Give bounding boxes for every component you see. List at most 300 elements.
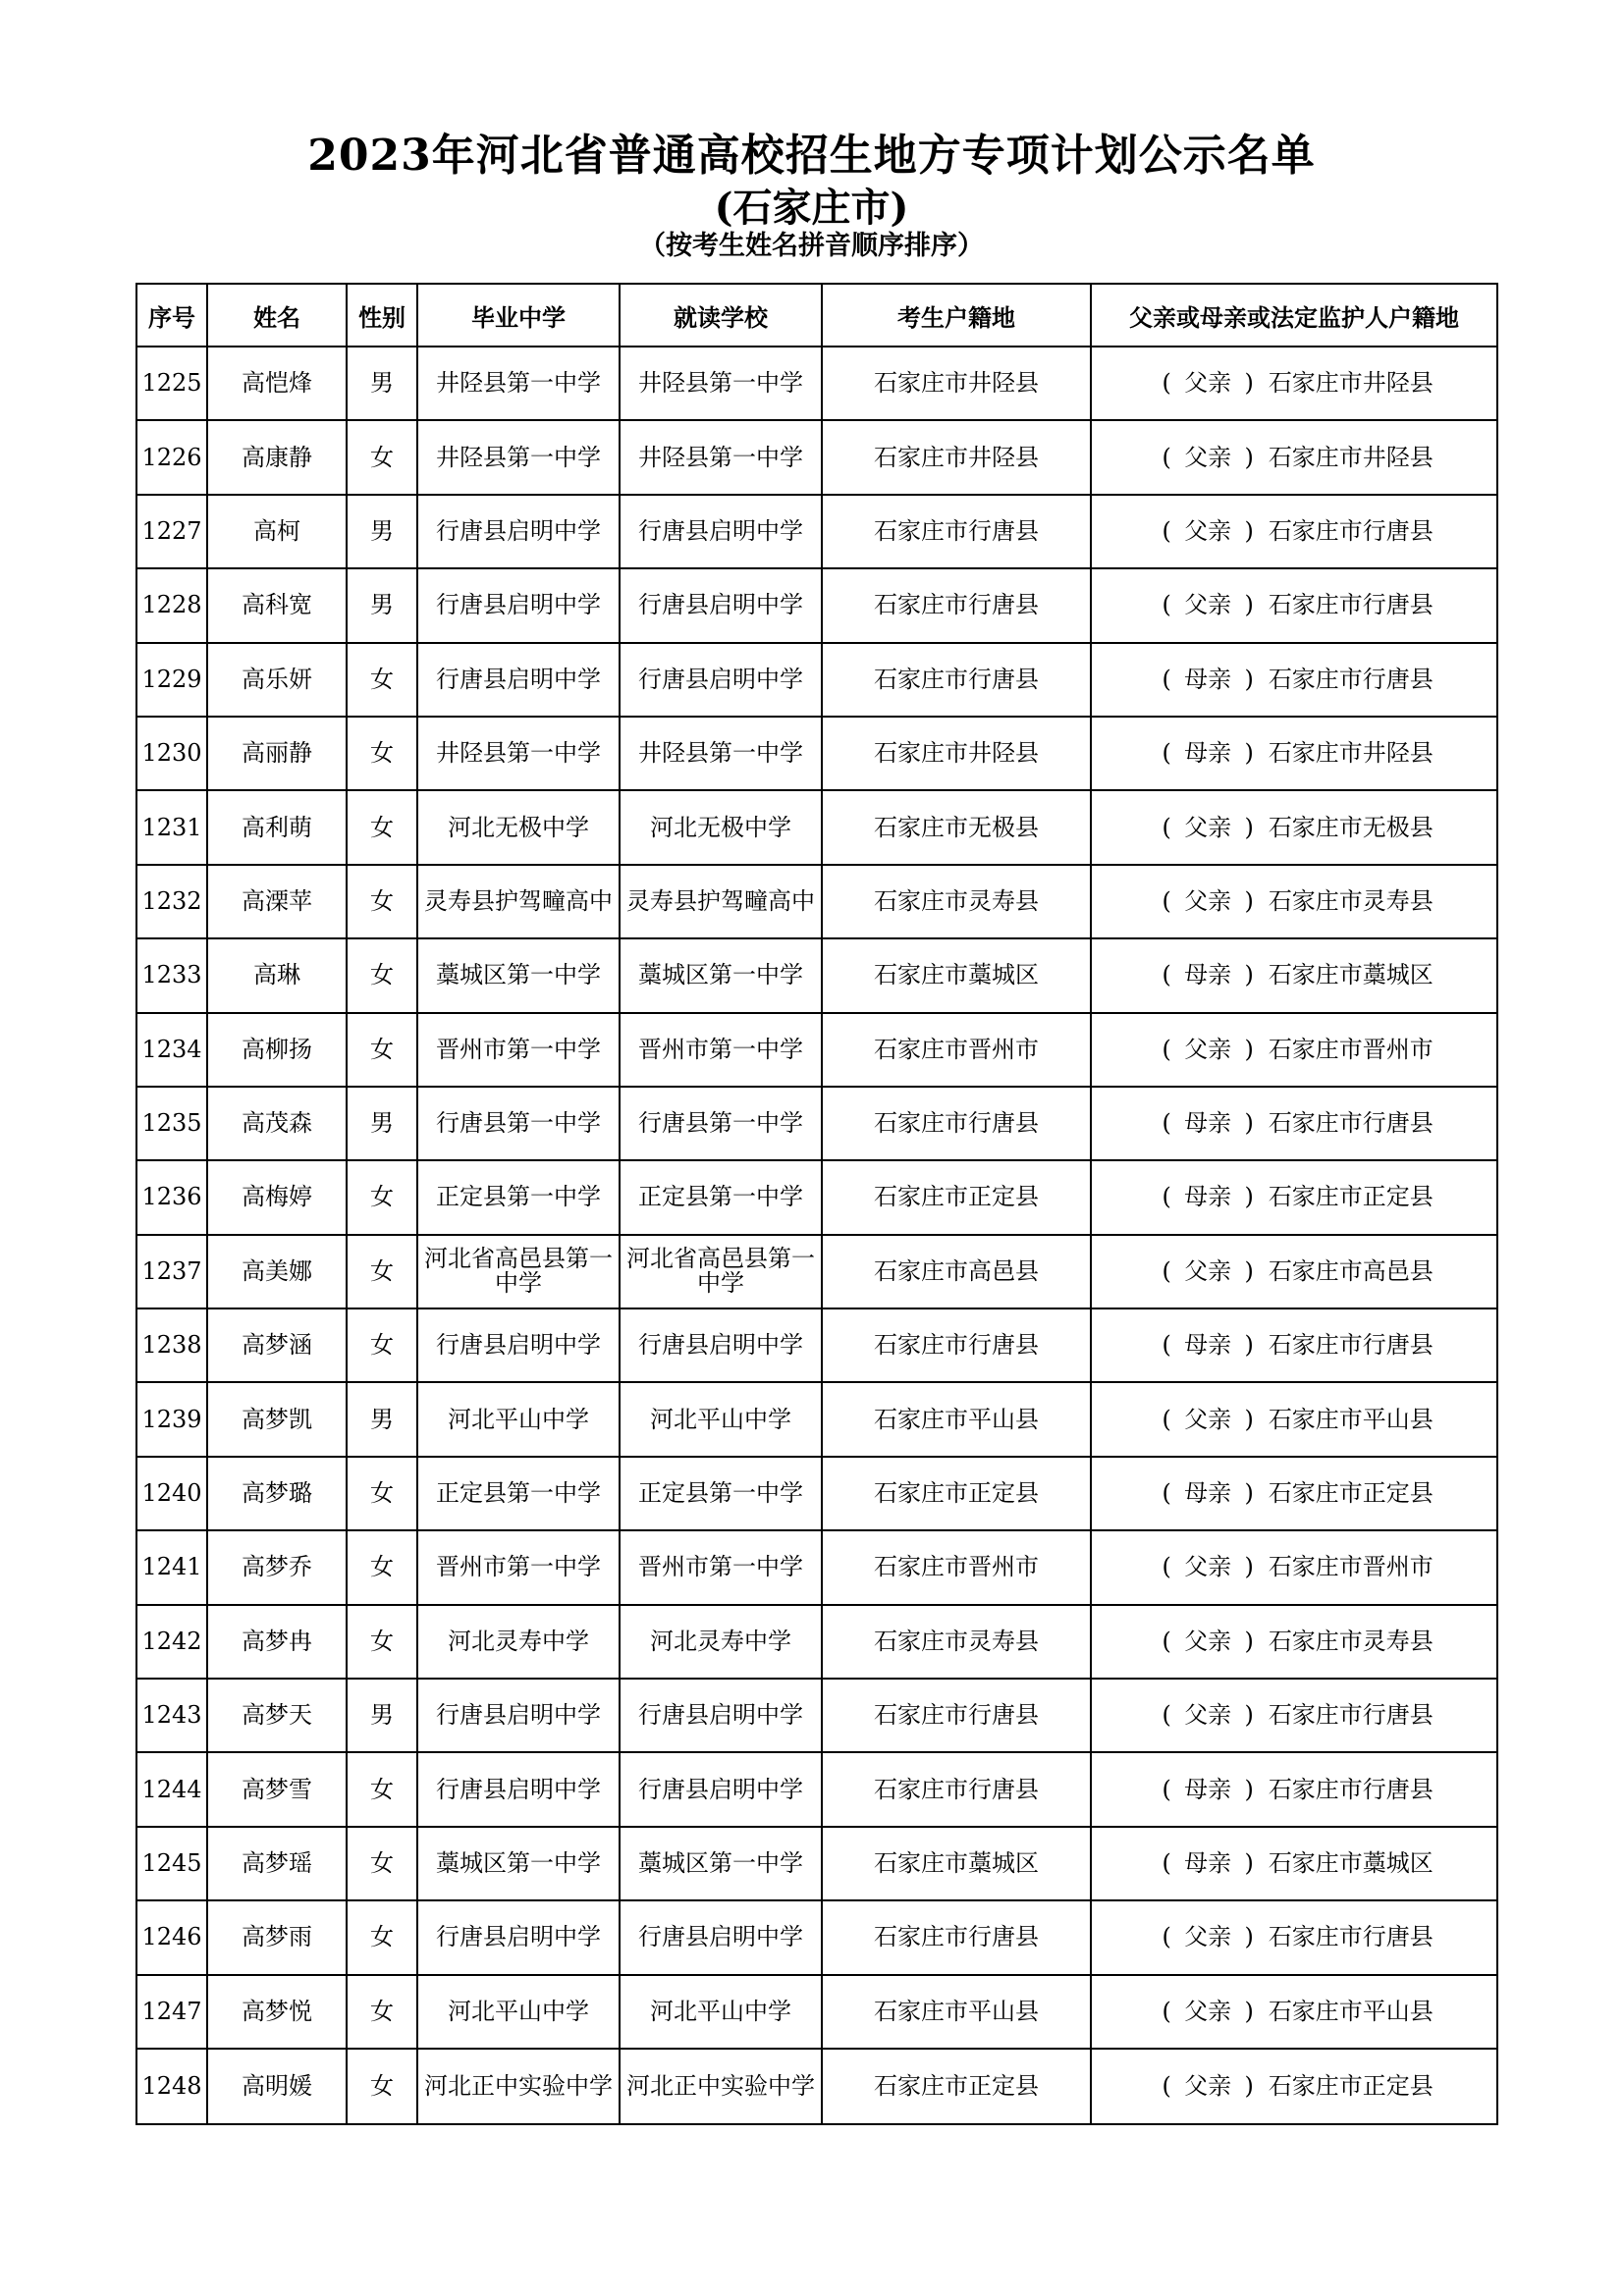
row-parent-hukou: 石家庄市无极县 [1268,813,1434,841]
row-grad-school: 井陉县第一中学 [417,347,620,420]
row-parent-hukou: 石家庄市行唐县 [1268,1775,1434,1803]
row-name: 高琳 [207,938,347,1012]
table-row [136,1605,1497,1679]
row-relation-group [1155,1333,1261,1358]
row-current-school: 行唐县启明中学 [620,495,822,568]
row-relation-group [1155,1997,1261,2025]
row-seq: 1245 [136,1827,207,1900]
row-relation: 母亲 [1184,1331,1232,1360]
row-grad-school: 河北灵寿中学 [417,1605,620,1679]
paren-open: ( [1162,665,1171,693]
row-relation: 父亲 [1184,1256,1232,1285]
row-grad-school: 行唐县启明中学 [417,495,620,568]
table-row [136,1975,1497,2049]
paren-open: ( [1162,886,1171,915]
header-name: 姓名 [207,284,347,347]
row-gender: 女 [347,938,417,1012]
row-parent-info [1091,347,1497,420]
table-row [136,1530,1497,1604]
row-parent-info [1091,1160,1497,1234]
row-parent-info [1091,790,1497,864]
row-gender: 男 [347,568,417,642]
row-parent-info [1091,717,1497,790]
paren-open: ( [1162,1849,1171,1877]
table-row [136,1827,1497,1900]
paren-close: ) [1244,1479,1254,1508]
row-gender: 女 [347,1827,417,1900]
row-parent-hukou: 石家庄市灵寿县 [1268,1627,1434,1655]
row-relation-group [1155,813,1261,841]
row-student-hukou: 石家庄市灵寿县 [822,865,1091,938]
row-gender: 女 [347,865,417,938]
header-parent-hukou: 父亲或母亲或法定监护人户籍地 [1091,284,1497,347]
row-seq: 1225 [136,347,207,420]
page-subtitle: (石家庄市) [714,185,909,231]
row-relation-group [1155,1185,1261,1209]
row-seq: 1228 [136,568,207,642]
row-current-school: 井陉县第一中学 [620,717,822,790]
row-gender: 男 [347,1679,417,1752]
row-seq: 1246 [136,1900,207,1974]
paren-open: ( [1162,1035,1171,1063]
table-row [136,1382,1497,1456]
row-name: 高明媛 [207,2049,347,2124]
row-gender: 女 [347,1900,417,1974]
row-name: 高梦雨 [207,1900,347,1974]
paren-open: ( [1162,2071,1171,2100]
row-name: 高梦凯 [207,1382,347,1456]
paren-open: ( [1162,739,1171,768]
row-parent-info [1091,1013,1497,1087]
paren-close: ) [1244,369,1254,398]
table-row [136,790,1497,864]
row-relation-group [1155,1035,1261,1063]
row-student-hukou: 石家庄市高邑县 [822,1235,1091,1308]
table-row [136,1013,1497,1087]
row-grad-school: 行唐县启明中学 [417,643,620,717]
row-relation-group [1155,1111,1261,1136]
row-gender: 男 [347,347,417,420]
table-row [136,347,1497,420]
row-grad-school: 河北平山中学 [417,1382,620,1456]
row-parent-hukou: 石家庄市正定县 [1268,2071,1434,2100]
row-parent-info [1091,1457,1497,1530]
paren-open: ( [1162,961,1171,989]
row-seq: 1226 [136,420,207,494]
row-parent-info [1091,2049,1497,2124]
row-grad-school: 正定县第一中学 [417,1457,620,1530]
row-seq: 1242 [136,1605,207,1679]
row-gender: 女 [347,717,417,790]
row-grad-school: 行唐县启明中学 [417,1679,620,1752]
row-grad-school: 井陉县第一中学 [417,717,620,790]
paren-close: ) [1244,516,1254,545]
table-row [136,2049,1497,2124]
row-name: 高柳扬 [207,1013,347,1087]
row-grad-school: 藁城区第一中学 [417,1827,620,1900]
row-name: 高科宽 [207,568,347,642]
row-student-hukou: 石家庄市平山县 [822,1975,1091,2049]
row-current-school: 河北灵寿中学 [620,1605,822,1679]
row-student-hukou: 石家庄市藁城区 [822,938,1091,1012]
paren-open: ( [1162,516,1171,545]
row-relation: 父亲 [1184,369,1232,398]
row-student-hukou: 石家庄市井陉县 [822,347,1091,420]
row-relation: 父亲 [1184,516,1232,545]
header-row [136,284,1497,347]
row-relation: 父亲 [1184,1923,1232,1951]
row-parent-info [1091,643,1497,717]
paren-close: ) [1244,665,1254,693]
row-name: 高恺烽 [207,347,347,420]
row-parent-hukou: 石家庄市平山县 [1268,1405,1434,1433]
paren-close: ) [1244,591,1254,619]
row-relation: 母亲 [1184,1849,1232,1877]
row-parent-hukou: 石家庄市行唐县 [1268,665,1434,693]
row-seq: 1235 [136,1087,207,1160]
header-seq: 序号 [136,284,207,347]
row-parent-hukou: 石家庄市晋州市 [1268,1553,1434,1581]
paren-close: ) [1244,886,1254,915]
row-seq: 1244 [136,1752,207,1826]
row-grad-school: 河北平山中学 [417,1975,620,2049]
paren-open: ( [1162,1109,1171,1138]
row-current-school: 河北无极中学 [620,790,822,864]
row-student-hukou: 石家庄市行唐县 [822,1679,1091,1752]
paren-close: ) [1244,1553,1254,1581]
row-parent-hukou: 石家庄市正定县 [1268,1183,1434,1211]
row-parent-info [1091,938,1497,1012]
row-gender: 女 [347,420,417,494]
row-student-hukou: 石家庄市井陉县 [822,717,1091,790]
row-relation-group [1155,371,1261,396]
row-student-hukou: 石家庄市行唐县 [822,1900,1091,1974]
row-seq: 1238 [136,1308,207,1382]
row-student-hukou: 石家庄市晋州市 [822,1013,1091,1087]
row-current-school: 行唐县启明中学 [620,1679,822,1752]
row-name: 高梦涵 [207,1308,347,1382]
paren-open: ( [1162,1331,1171,1360]
row-student-hukou: 石家庄市正定县 [822,1160,1091,1234]
row-grad-school: 河北无极中学 [417,790,620,864]
row-student-hukou: 石家庄市晋州市 [822,1530,1091,1604]
row-current-school: 井陉县第一中学 [620,347,822,420]
row-relation: 母亲 [1184,961,1232,989]
row-relation-group [1155,667,1261,692]
row-parent-hukou: 石家庄市井陉县 [1268,443,1434,471]
row-student-hukou: 石家庄市行唐县 [822,1087,1091,1160]
paren-open: ( [1162,1775,1171,1803]
row-parent-hukou: 石家庄市井陉县 [1268,739,1434,768]
paren-close: ) [1244,813,1254,841]
row-student-hukou: 石家庄市行唐县 [822,495,1091,568]
row-relation: 母亲 [1184,1775,1232,1803]
paren-open: ( [1162,1923,1171,1951]
row-parent-info [1091,1679,1497,1752]
table-row [136,643,1497,717]
row-name: 高梦天 [207,1679,347,1752]
row-relation: 母亲 [1184,665,1232,693]
row-grad-school: 行唐县启明中学 [417,1900,620,1974]
row-relation: 父亲 [1184,1997,1232,2025]
row-parent-hukou: 石家庄市高邑县 [1268,1256,1434,1285]
paren-open: ( [1162,1183,1171,1211]
row-current-school: 河北平山中学 [620,1382,822,1456]
row-seq: 1236 [136,1160,207,1234]
paren-close: ) [1244,961,1254,989]
paren-open: ( [1162,1997,1171,2025]
row-relation-group [1155,1481,1261,1506]
row-gender: 女 [347,790,417,864]
row-relation-group [1155,963,1261,988]
row-current-school: 藁城区第一中学 [620,1827,822,1900]
row-relation-group [1155,886,1261,915]
row-current-school: 河北正中实验中学 [620,2049,822,2124]
row-parent-hukou: 石家庄市行唐县 [1268,1923,1434,1951]
paren-close: ) [1244,1109,1254,1138]
row-gender: 男 [347,1087,417,1160]
row-relation-group [1155,1629,1261,1654]
row-gender: 男 [347,1382,417,1456]
row-grad-school: 行唐县启明中学 [417,568,620,642]
table-row [136,420,1497,494]
row-current-school: 晋州市第一中学 [620,1530,822,1604]
row-parent-info [1091,1087,1497,1160]
row-current-school: 正定县第一中学 [620,1160,822,1234]
row-gender: 男 [347,495,417,568]
paren-open: ( [1162,1405,1171,1433]
table-row [136,568,1497,642]
row-current-school: 正定县第一中学 [620,1457,822,1530]
row-seq: 1233 [136,938,207,1012]
paren-open: ( [1162,1627,1171,1655]
row-parent-hukou: 石家庄市行唐县 [1268,1331,1434,1360]
paren-close: ) [1244,1701,1254,1730]
row-relation-group [1155,1775,1261,1803]
row-name: 高美娜 [207,1235,347,1308]
row-student-hukou: 石家庄市行唐县 [822,643,1091,717]
table-row [136,1457,1497,1530]
row-name: 高梦悦 [207,1975,347,2049]
row-parent-info [1091,1308,1497,1382]
row-grad-school: 河北省高邑县第一中学 [417,1235,620,1308]
row-name: 高利萌 [207,790,347,864]
row-parent-info [1091,1235,1497,1308]
row-parent-hukou: 石家庄市正定县 [1268,1479,1434,1508]
row-seq: 1243 [136,1679,207,1752]
row-relation-group [1155,1703,1261,1728]
page-title: 2023年河北省普通高校招生地方专项计划公示名单 [307,131,1316,181]
row-relation-group [1155,2071,1261,2100]
row-relation-group [1155,443,1261,471]
row-seq: 1237 [136,1235,207,1308]
row-grad-school: 正定县第一中学 [417,1160,620,1234]
row-relation-group [1155,1555,1261,1579]
row-relation-group [1155,1405,1261,1433]
paren-open: ( [1162,1479,1171,1508]
row-parent-hukou: 石家庄市平山县 [1268,1997,1434,2025]
paren-close: ) [1244,1997,1254,2025]
row-student-hukou: 石家庄市灵寿县 [822,1605,1091,1679]
row-relation: 父亲 [1184,1035,1232,1063]
row-parent-hukou: 石家庄市行唐县 [1268,1109,1434,1138]
row-grad-school: 藁城区第一中学 [417,938,620,1012]
paren-open: ( [1162,591,1171,619]
row-gender: 女 [347,1308,417,1382]
paren-open: ( [1162,369,1171,398]
row-parent-hukou: 石家庄市晋州市 [1268,1035,1434,1063]
row-relation: 父亲 [1184,1553,1232,1581]
row-gender: 女 [347,1457,417,1530]
row-gender: 女 [347,1530,417,1604]
paren-close: ) [1244,2071,1254,2100]
row-relation-group [1155,516,1261,545]
row-parent-hukou: 石家庄市藁城区 [1268,961,1434,989]
paren-close: ) [1244,739,1254,768]
row-gender: 女 [347,1160,417,1234]
row-parent-info [1091,1900,1497,1974]
row-current-school: 河北平山中学 [620,1975,822,2049]
row-relation: 父亲 [1184,591,1232,619]
row-relation: 父亲 [1184,1701,1232,1730]
row-parent-info [1091,1382,1497,1456]
row-parent-hukou: 石家庄市井陉县 [1268,369,1434,398]
row-relation: 母亲 [1184,1183,1232,1211]
row-grad-school: 河北正中实验中学 [417,2049,620,2124]
row-grad-school: 行唐县第一中学 [417,1087,620,1160]
paren-close: ) [1244,1923,1254,1951]
row-student-hukou: 石家庄市行唐县 [822,1308,1091,1382]
row-name: 高梦乔 [207,1530,347,1604]
row-parent-info [1091,568,1497,642]
row-parent-info [1091,495,1497,568]
row-seq: 1241 [136,1530,207,1604]
row-relation-group [1155,1925,1261,1949]
row-name: 高溧苹 [207,865,347,938]
row-current-school: 晋州市第一中学 [620,1013,822,1087]
row-current-school: 井陉县第一中学 [620,420,822,494]
roster-table [135,283,1498,2125]
paren-close: ) [1244,443,1254,471]
row-gender: 女 [347,1752,417,1826]
row-gender: 女 [347,2049,417,2124]
row-student-hukou: 石家庄市藁城区 [822,1827,1091,1900]
row-name: 高梦冉 [207,1605,347,1679]
row-current-school: 行唐县启明中学 [620,568,822,642]
row-gender: 女 [347,643,417,717]
row-seq: 1230 [136,717,207,790]
row-seq: 1248 [136,2049,207,2124]
row-parent-hukou: 石家庄市行唐县 [1268,591,1434,619]
row-current-school: 行唐县启明中学 [620,1308,822,1382]
paren-close: ) [1244,1331,1254,1360]
row-parent-info [1091,1605,1497,1679]
row-parent-hukou: 石家庄市行唐县 [1268,516,1434,545]
row-seq: 1232 [136,865,207,938]
row-grad-school: 灵寿县护驾疃高中 [417,865,620,938]
header-current-school: 就读学校 [620,284,822,347]
paren-close: ) [1244,1256,1254,1285]
row-student-hukou: 石家庄市正定县 [822,2049,1091,2124]
row-name: 高梅婷 [207,1160,347,1234]
row-grad-school: 井陉县第一中学 [417,420,620,494]
row-relation: 父亲 [1184,1405,1232,1433]
table-row [136,1900,1497,1974]
header-gender: 性别 [347,284,417,347]
row-grad-school: 晋州市第一中学 [417,1013,620,1087]
row-name: 高康静 [207,420,347,494]
row-relation: 父亲 [1184,813,1232,841]
row-parent-info [1091,1975,1497,2049]
paren-open: ( [1162,813,1171,841]
header-student-hukou: 考生户籍地 [822,284,1091,347]
row-grad-school: 行唐县启明中学 [417,1308,620,1382]
row-name: 高梦瑶 [207,1827,347,1900]
row-relation: 父亲 [1184,886,1232,915]
row-relation: 父亲 [1184,2071,1232,2100]
row-student-hukou: 石家庄市行唐县 [822,568,1091,642]
row-parent-info [1091,1530,1497,1604]
row-name: 高丽静 [207,717,347,790]
paren-open: ( [1162,443,1171,471]
table-row [136,495,1497,568]
row-grad-school: 晋州市第一中学 [417,1530,620,1604]
paren-close: ) [1244,1849,1254,1877]
row-seq: 1240 [136,1457,207,1530]
row-student-hukou: 石家庄市井陉县 [822,420,1091,494]
row-student-hukou: 石家庄市平山县 [822,1382,1091,1456]
row-relation-group [1155,593,1261,617]
roster-body [136,347,1497,2124]
table-row [136,1087,1497,1160]
row-current-school: 行唐县启明中学 [620,1900,822,1974]
table-row [136,1235,1497,1308]
row-seq: 1227 [136,495,207,568]
table-row [136,1752,1497,1826]
paren-close: ) [1244,1035,1254,1063]
row-current-school: 行唐县启明中学 [620,1752,822,1826]
row-parent-info [1091,1827,1497,1900]
row-seq: 1239 [136,1382,207,1456]
row-student-hukou: 石家庄市正定县 [822,1457,1091,1530]
row-current-school: 行唐县第一中学 [620,1087,822,1160]
row-name: 高柯 [207,495,347,568]
row-gender: 女 [347,1605,417,1679]
table-row [136,1160,1497,1234]
row-student-hukou: 石家庄市无极县 [822,790,1091,864]
row-seq: 1234 [136,1013,207,1087]
row-current-school: 河北省高邑县第一中学 [620,1235,822,1308]
header-grad-school: 毕业中学 [417,284,620,347]
row-relation-group [1155,1851,1261,1876]
paren-open: ( [1162,1553,1171,1581]
row-grad-school: 行唐县启明中学 [417,1752,620,1826]
row-name: 高梦雪 [207,1752,347,1826]
row-relation-group [1155,741,1261,766]
paren-close: ) [1244,1627,1254,1655]
row-parent-hukou: 石家庄市藁城区 [1268,1849,1434,1877]
row-gender: 女 [347,1235,417,1308]
row-relation: 母亲 [1184,1109,1232,1138]
paren-open: ( [1162,1701,1171,1730]
row-seq: 1247 [136,1975,207,2049]
row-current-school: 行唐县启明中学 [620,643,822,717]
table-row [136,865,1497,938]
table-row [136,1308,1497,1382]
row-student-hukou: 石家庄市行唐县 [822,1752,1091,1826]
row-name: 高乐妍 [207,643,347,717]
table-row [136,1679,1497,1752]
